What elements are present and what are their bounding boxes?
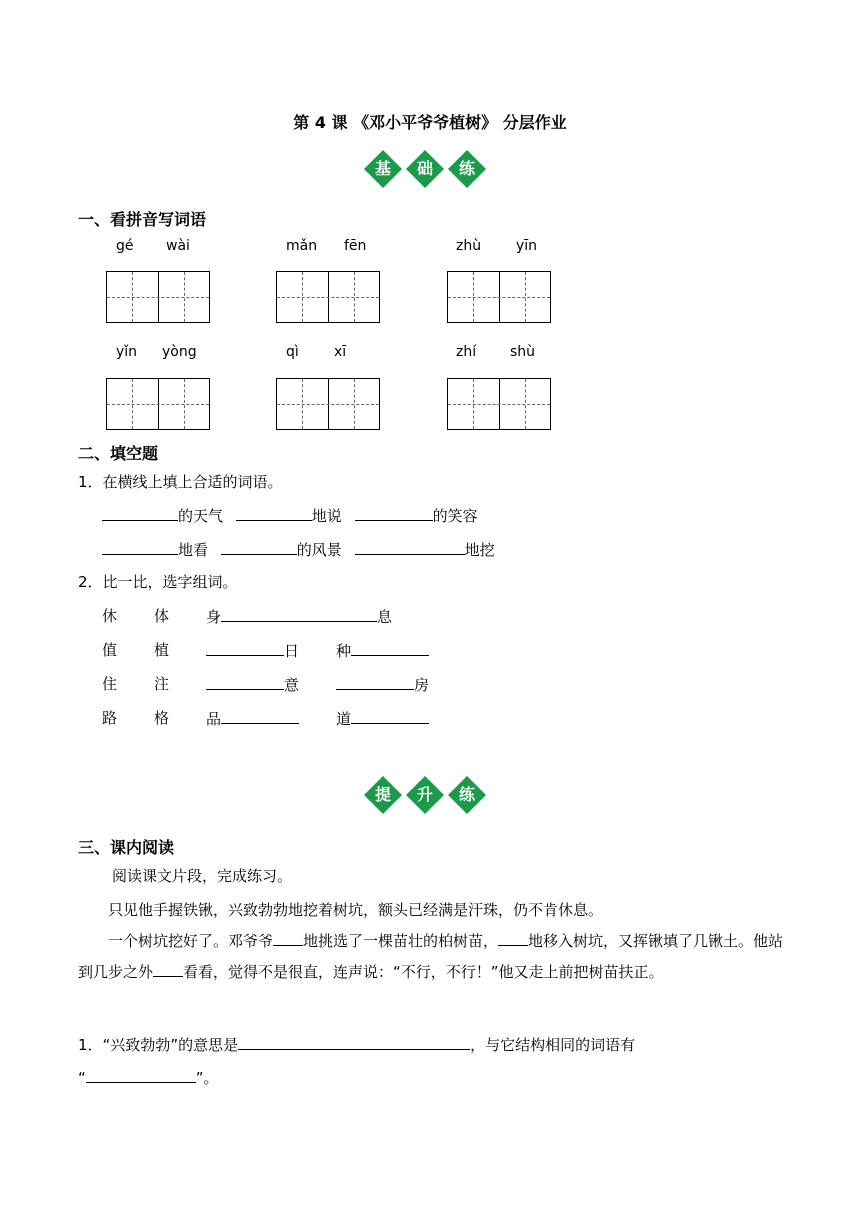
section-heading: 一、看拼音写词语 bbox=[78, 210, 207, 229]
badge-diamond bbox=[406, 150, 444, 188]
pinyin: zhù bbox=[456, 238, 482, 254]
section-heading: 二、填空题 bbox=[78, 444, 159, 463]
answer-blank[interactable] bbox=[206, 639, 284, 656]
answer-blank[interactable] bbox=[355, 538, 465, 555]
question-text: “ bbox=[78, 1069, 86, 1087]
answer-blank[interactable] bbox=[221, 605, 377, 622]
badge-diamond bbox=[364, 776, 402, 814]
answer-blank[interactable] bbox=[355, 504, 433, 521]
pinyin: yòng bbox=[162, 344, 197, 360]
answer-blank[interactable] bbox=[351, 639, 429, 656]
para-text: 看看，觉得不是很直，连声说：“不行，不行！”他又走上前把树苗扶正。 bbox=[183, 963, 664, 981]
word-line bbox=[206, 707, 299, 729]
char-a: 住 bbox=[102, 675, 118, 693]
writing-grid[interactable] bbox=[276, 378, 380, 430]
advanced-practice-badges bbox=[364, 776, 486, 814]
answer-blank[interactable] bbox=[273, 929, 303, 946]
question-text: 1．在横线上填上合适的词语。 bbox=[78, 473, 283, 491]
word-line bbox=[336, 673, 429, 695]
writing-grid[interactable] bbox=[447, 271, 551, 323]
answer-blank[interactable] bbox=[236, 504, 312, 521]
badge-char: 基 bbox=[374, 159, 391, 178]
section-heading: 三、课内阅读 bbox=[78, 838, 175, 857]
pinyin: fēn bbox=[344, 238, 367, 254]
para-text: 地移入树坑，又挥锹填了几锹土。他站到几步之外 bbox=[78, 932, 784, 981]
blank-suffix: 的笑容 bbox=[432, 507, 478, 525]
pinyin: wài bbox=[166, 238, 190, 254]
char-b: 格 bbox=[154, 709, 170, 727]
badge-diamond bbox=[448, 776, 486, 814]
question-text: 1．“兴致勃勃”的意思是 bbox=[78, 1036, 239, 1054]
char-b: 植 bbox=[154, 641, 170, 659]
pinyin: qì bbox=[286, 344, 299, 360]
char-b: 注 bbox=[154, 675, 170, 693]
blank-suffix: 地看 bbox=[178, 541, 209, 559]
answer-blank[interactable] bbox=[102, 538, 178, 555]
answer-blank[interactable] bbox=[86, 1066, 196, 1083]
question-line bbox=[78, 1066, 219, 1088]
word-line bbox=[206, 605, 392, 627]
word-char: 日 bbox=[284, 642, 300, 660]
reading-paragraph bbox=[78, 926, 784, 988]
char-a: 休 bbox=[102, 607, 118, 625]
writing-grid[interactable] bbox=[447, 378, 551, 430]
blank-suffix: 的风景 bbox=[296, 541, 342, 559]
writing-grid[interactable] bbox=[106, 378, 210, 430]
badge-diamond bbox=[448, 150, 486, 188]
answer-blank[interactable] bbox=[102, 504, 178, 521]
writing-grid[interactable] bbox=[106, 271, 210, 323]
para-text: 地挑选了一棵苗壮的柏树苗， bbox=[303, 932, 499, 950]
question-text: 2．比一比，选字组词。 bbox=[78, 573, 238, 591]
badge-diamond bbox=[406, 776, 444, 814]
badge-char: 升 bbox=[416, 785, 433, 804]
page-title: 第 4 课 《邓小平爷爷植树》 分层作业 bbox=[293, 113, 567, 132]
blank-suffix: 地说 bbox=[311, 507, 342, 525]
blank-suffix: 的天气 bbox=[178, 507, 224, 525]
fill-line bbox=[102, 504, 478, 526]
pinyin: yǐn bbox=[116, 344, 138, 360]
word-char: 息 bbox=[377, 608, 393, 626]
word-char: 身 bbox=[206, 608, 222, 626]
question-text: ”。 bbox=[195, 1069, 219, 1087]
word-line bbox=[336, 707, 429, 729]
pinyin: zhí bbox=[456, 344, 477, 360]
word-char: 房 bbox=[414, 676, 430, 694]
question-line bbox=[78, 1033, 635, 1055]
pinyin: shù bbox=[510, 344, 536, 360]
question-text: ，与它结构相同的词语有 bbox=[470, 1036, 636, 1054]
pinyin: yīn bbox=[516, 238, 538, 254]
pinyin: mǎn bbox=[286, 238, 318, 254]
reading-intro: 阅读课文片段，完成练习。 bbox=[112, 867, 293, 885]
char-a: 路 bbox=[102, 709, 118, 727]
writing-grid[interactable] bbox=[276, 271, 380, 323]
blank-suffix: 地挖 bbox=[464, 541, 495, 559]
word-line bbox=[336, 639, 429, 661]
answer-blank[interactable] bbox=[206, 673, 284, 690]
word-line bbox=[206, 639, 299, 661]
answer-blank[interactable] bbox=[336, 673, 414, 690]
word-char: 道 bbox=[336, 710, 352, 728]
word-char: 意 bbox=[284, 676, 300, 694]
answer-blank[interactable] bbox=[153, 960, 183, 977]
badge-char: 提 bbox=[374, 785, 391, 804]
pinyin: xī bbox=[334, 344, 347, 360]
char-a: 值 bbox=[102, 641, 118, 659]
badge-char: 练 bbox=[458, 159, 475, 178]
answer-blank[interactable] bbox=[238, 1033, 470, 1050]
answer-blank[interactable] bbox=[221, 538, 297, 555]
basic-practice-badges bbox=[364, 150, 486, 188]
pinyin: gé bbox=[116, 238, 134, 254]
para-text: 一个树坑挖好了。邓爷爷 bbox=[108, 932, 274, 950]
badge-diamond bbox=[364, 150, 402, 188]
fill-line bbox=[102, 538, 495, 560]
char-b: 体 bbox=[154, 607, 170, 625]
answer-blank[interactable] bbox=[498, 929, 528, 946]
answer-blank[interactable] bbox=[351, 707, 429, 724]
badge-char: 础 bbox=[416, 159, 433, 178]
word-char: 种 bbox=[336, 642, 352, 660]
badge-char: 练 bbox=[458, 785, 475, 804]
answer-blank[interactable] bbox=[221, 707, 299, 724]
word-line bbox=[206, 673, 299, 695]
reading-paragraph: 只见他手握铁锹，兴致勃勃地挖着树坑，额头已经满是汗珠，仍不肯休息。 bbox=[108, 901, 604, 919]
word-char: 品 bbox=[206, 710, 222, 728]
